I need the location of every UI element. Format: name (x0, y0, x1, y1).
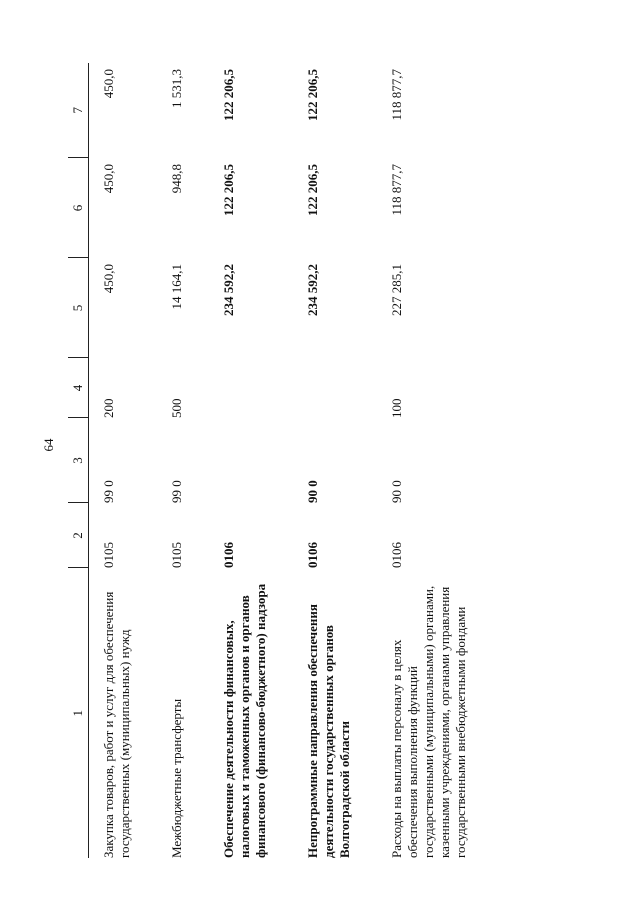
target-code: 99 0 (169, 480, 184, 503)
amount-col-6: 122 206,5 (305, 164, 320, 216)
table-row (145, 63, 197, 858)
table-body (89, 63, 482, 858)
expense-type-code: 500 (169, 398, 184, 418)
amount-col-5: 450,0 (101, 264, 116, 294)
amount-col-6: 122 206,5 (221, 164, 236, 216)
amount-col-7: 122 206,5 (305, 69, 320, 121)
header-col-3: 3 (68, 418, 89, 503)
header-col-5: 5 (68, 258, 89, 358)
budget-table (68, 63, 481, 858)
row-name: Расходы на выплаты персоналу в целях обеспечения выполнения функций государственными (муниципальными) органами, казенными учреждениями, органами управления государственными внебюджетными фондами (389, 585, 468, 858)
header-col-4: 4 (68, 358, 89, 418)
header-col-7: 7 (68, 63, 89, 158)
table-row (281, 63, 365, 858)
table-row (365, 63, 481, 858)
expense-type-code: 200 (101, 398, 116, 418)
expense-type-code (281, 358, 365, 418)
section-code: 0106 (305, 542, 320, 568)
header-col-1: 1 (68, 568, 89, 858)
page-number: 64 (41, 438, 56, 452)
amount-col-6: 450,0 (101, 164, 116, 194)
section-code: 0105 (169, 542, 184, 568)
expense-type-code: 100 (389, 398, 404, 418)
amount-col-6: 118 877,7 (389, 164, 404, 216)
amount-col-7: 1 531,3 (169, 69, 184, 108)
header-col-6: 6 (68, 158, 89, 258)
row-name: Непрограммные направления обеспечения деятельности государственных органов Волгоградской области (305, 604, 352, 858)
amount-col-7: 122 206,5 (221, 69, 236, 121)
amount-col-6: 948,8 (169, 164, 184, 194)
amount-col-5: 227 285,1 (389, 264, 404, 316)
section-code: 0106 (221, 542, 236, 568)
row-name: Межбюджетные трансферты (169, 698, 184, 858)
row-name: Закупка товаров, работ и услуг для обеспечения государственных (муниципальных) нужд (101, 591, 132, 858)
row-name: Обеспечение деятельности финансовых, налоговых и таможенных органов и органов финансового (финансово-бюджетного) надзора (221, 583, 268, 858)
section-code: 0106 (389, 542, 404, 568)
table-header (68, 63, 89, 858)
table-row (89, 63, 146, 858)
target-code: 90 0 (305, 480, 320, 503)
table-row (197, 63, 281, 858)
amount-col-5: 14 164,1 (169, 264, 184, 310)
target-code (197, 418, 281, 503)
amount-col-7: 450,0 (101, 69, 116, 99)
amount-col-5: 234 592,2 (305, 264, 320, 316)
amount-col-5: 234 592,2 (221, 264, 236, 316)
expense-type-code (197, 358, 281, 418)
header-col-2: 2 (68, 503, 89, 568)
amount-col-7: 118 877,7 (389, 69, 404, 121)
target-code: 90 0 (389, 480, 404, 503)
section-code: 0105 (101, 542, 116, 568)
header-row (68, 63, 89, 858)
target-code: 99 0 (101, 480, 116, 503)
